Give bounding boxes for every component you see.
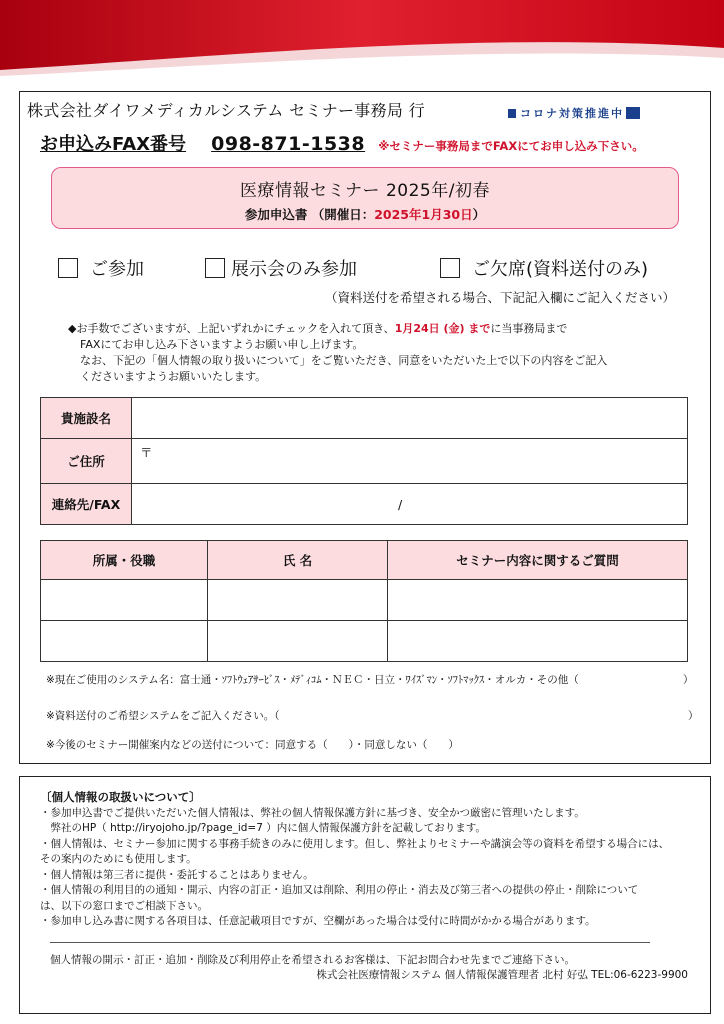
covid-logo xyxy=(508,105,640,121)
privacy-line: は、以下の窓口までご相談下さい。 xyxy=(40,899,208,912)
instruction-text: に当事務局まで xyxy=(490,322,568,335)
privacy-line: ・個人情報の利用目的の通知・開示、内容の訂正・追加又は削除、利用の停止・消去及び第三者への提供の停止・削除について xyxy=(40,884,639,896)
postal-mark: 〒 xyxy=(140,445,153,460)
table-row xyxy=(41,439,688,484)
contact-info-table xyxy=(40,397,688,525)
absent-checkbox[interactable] xyxy=(440,258,460,278)
desired-system-line[interactable]: ※資料送付のご希望システムをご記入ください。（ xyxy=(46,710,280,722)
question-table xyxy=(40,540,688,662)
question-cell[interactable] xyxy=(388,621,688,662)
privacy-footer-1: 個人情報の開示・訂正・追加・削除及び利用停止を希望されるお客様は、下記お問合わせ先までご連絡下さい。 xyxy=(50,953,575,966)
instruction-line-3: なお、下記の「個人情報の取り扱いについて」をご覧いただき、同意をいただいた上で以下の内容をご記入 xyxy=(80,354,608,367)
option-exhibit-only[interactable] xyxy=(205,255,357,281)
option-absent[interactable] xyxy=(440,255,648,281)
contact-input[interactable] xyxy=(132,484,688,525)
instruction-line-2: FAXにてお申し込み下さいますようお願い申し上げます。 xyxy=(80,338,364,351)
facility-label: 貴施設名 xyxy=(41,398,132,439)
option-exhibit-label: 展示会のみ参加 xyxy=(231,259,357,280)
privacy-section xyxy=(40,790,700,984)
privacy-line: ・参加申込書でご提供いただいた個人情報は、弊社の個人情報保護方針に基づき、安全かつ厳密に管理いたします。 xyxy=(40,806,585,819)
privacy-line: ・個人情報は第三者に提供・委託することはありません。 xyxy=(40,868,314,881)
fax-note: ※セミナー事務局までFAXにてお申し込み下さい。 xyxy=(378,139,644,153)
option-attend-label: ご参加 xyxy=(90,259,144,280)
fax-number[interactable]: 098-871-1538 xyxy=(211,133,366,155)
privacy-line: 弊社のHP（ http://iryojoho.jp/?page_id=7 ）内に個人情報保護方針を記載しております。 xyxy=(40,822,486,834)
name-cell[interactable] xyxy=(208,621,388,662)
desired-system-close: ） xyxy=(688,710,699,722)
options-note: （資料送付を希望される場合、下記記入欄にご記入ください） xyxy=(325,290,676,305)
privacy-footer-2: 株式会社医療情報システム 個人情報保護管理者 北村 好弘 TEL:06-6223-9900 xyxy=(316,969,688,981)
subtitle-prefix: 参加申込書 （開催日： xyxy=(244,207,375,222)
col-affiliation: 所属・役職 xyxy=(41,541,208,580)
divider xyxy=(50,942,650,943)
privacy-line: その案内のためにも使用します。 xyxy=(40,853,197,865)
fax-line xyxy=(40,130,644,156)
affiliation-cell[interactable] xyxy=(41,621,208,662)
deadline: 1月24日 (金) まで xyxy=(394,322,491,335)
name-cell[interactable] xyxy=(208,580,388,621)
table-row xyxy=(41,580,688,621)
logo-badge-icon xyxy=(626,107,640,119)
address-input[interactable] xyxy=(132,439,688,484)
addressee: 株式会社ダイワメディカルシステム セミナー事務局 行 xyxy=(27,101,425,120)
header-banner xyxy=(0,0,724,82)
option-absent-label: ご欠席(資料送付のみ) xyxy=(472,259,649,280)
privacy-line: ・参加申し込み書に関する各項目は、任意記載項目ですが、空欄があった場合は受付に時間がかかる場合があります。 xyxy=(40,915,596,927)
seminar-title: 医療情報セミナー 2025年/初春 xyxy=(240,181,490,201)
instructions xyxy=(68,321,607,385)
instruction-line-4: くださいますようお願いいたします。 xyxy=(80,370,267,383)
facility-input[interactable] xyxy=(132,398,688,439)
col-name: 氏 名 xyxy=(208,541,388,580)
col-question: セミナー内容に関するご質問 xyxy=(388,541,688,580)
application-subtitle xyxy=(52,205,678,223)
logo-mark-icon xyxy=(508,109,516,118)
consent-line[interactable]: ※今後のセミナー開催案内などの送付について：同意する（ ）・同意しない（ ） xyxy=(46,739,459,751)
subtitle-suffix: ） xyxy=(472,207,486,222)
table-row xyxy=(41,484,688,525)
affiliation-cell[interactable] xyxy=(41,580,208,621)
fax-label: お申込みFAX番号 xyxy=(40,134,187,155)
table-header-row xyxy=(41,541,688,580)
instruction-line-1 xyxy=(68,321,607,337)
title-box xyxy=(51,167,679,229)
attend-checkbox[interactable] xyxy=(58,258,78,278)
instruction-text: ◆お手数でございますが、上記いずれかにチェックを入れて頂き、 xyxy=(68,322,395,335)
current-system-line[interactable]: ※現在ご使用のシステム名：富士通・ｿﾌﾄｳｪｱｻｰﾋﾞｽ・ﾒﾃﾞｨｺﾑ・ＮＥＣ・日立・ﾜｲｽﾞﾏﾝ・ｿﾌﾄﾏｯｸｽ・オルカ・その他（ xyxy=(46,674,579,686)
privacy-title: 〔個人情報の取扱いについて〕 xyxy=(40,790,201,804)
table-row xyxy=(41,398,688,439)
event-date: 2025年1月30日 xyxy=(374,207,473,222)
option-attend[interactable] xyxy=(58,255,144,281)
covid-logo-text: コロナ対策推進中 xyxy=(520,107,624,120)
address-label: ご住所 xyxy=(41,439,132,484)
current-system-close: ） xyxy=(683,674,694,686)
question-cell[interactable] xyxy=(388,580,688,621)
contact-separator: / xyxy=(398,496,403,512)
privacy-line: ・個人情報は、セミナー参加に関する事務手続きのみに使用します。但し、弊社よりセミナーや講演会等の資料を希望する場合には、 xyxy=(40,837,670,850)
exhibit-only-checkbox[interactable] xyxy=(205,258,225,278)
contact-label: 連絡先/FAX xyxy=(41,484,132,525)
table-row xyxy=(41,621,688,662)
